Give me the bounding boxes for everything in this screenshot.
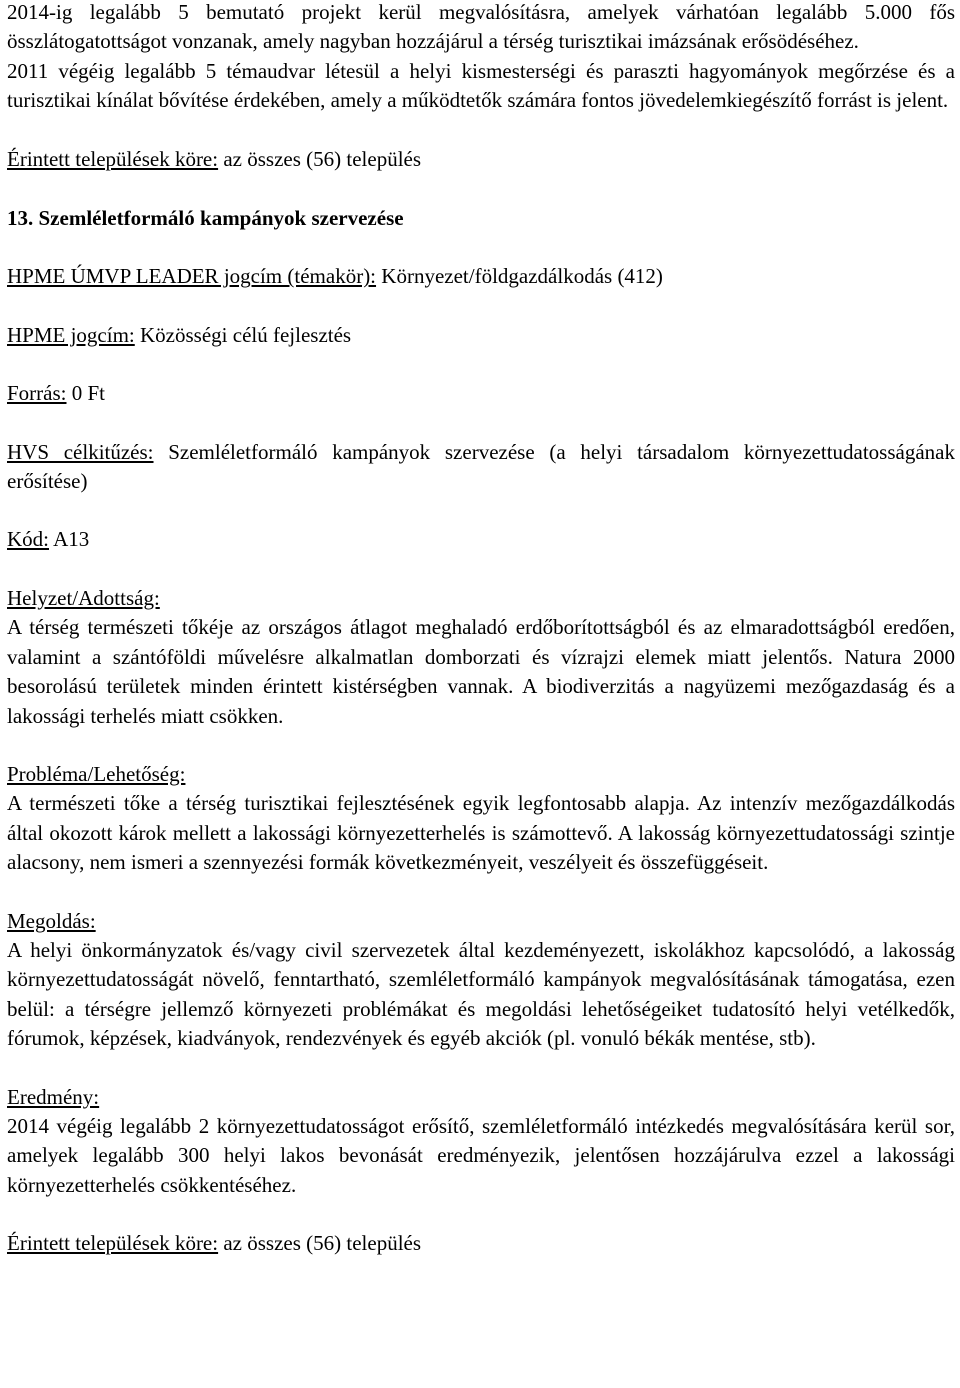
solution-label: Megoldás: (7, 908, 96, 933)
code (7, 525, 955, 554)
problem-label: Probléma/Lehetőség: (7, 761, 186, 786)
source-label: Forrás: (7, 381, 67, 406)
intro-affected-value: az összes (56) település (218, 146, 422, 171)
code-label: Kód: (7, 527, 49, 552)
hpme-value: Közösségi célú fejlesztés (134, 322, 352, 347)
section-heading (7, 204, 955, 233)
result-heading (7, 1083, 955, 1112)
problem-text: A természeti tőke a térség turisztikai fejlesztésének egyik legfontosabb alapja. Az intenzív mezőgazdálkodás által okozott károk mellett a lakossági környezetterhelés is számottevő. A lakosság környezettudatossági szintje alacsony, nem ismeri a szennyezési formák következményeit, veszélyeit és összefüggéseit. (7, 791, 955, 875)
intro-paragraph-1: 2014-ig legalább 5 bemutató projekt kerül megvalósításra, amelyek várhatóan legalább 5.000 fős összlátogatottságot vonzanak, amely nagyban hozzájárul a térség turisztikai imázsának erősödéséhez. (7, 0, 955, 54)
hvs-label: HVS célkitűzés: (7, 439, 154, 464)
solution-heading (7, 907, 955, 936)
intro-affected-settlements (7, 145, 955, 174)
hpme-label: HPME jogcím: (7, 322, 135, 347)
situation-heading (7, 584, 955, 613)
hpme-title (7, 321, 955, 350)
document-page (7, 0, 955, 1259)
section-number: 13. (7, 206, 39, 231)
hvs-value: Szemléletformáló kampányok szervezése (a helyi társadalom környezettudatosságának erősítése) (7, 439, 955, 494)
situation-text: A térség természeti tőkéje az országos átlagot meghaladó erdőborítottságból és az elmaradottságból eredően, valamint a szántóföldi művelésre alkalmatlan domborzati és vízrajzi elemek miatt jelentős. Natura 2000 besorolású területek minden érintett kistérségben vannak. A biodiverzitás a nagyüzemi mezőgazdaság és a lakossági terhelés miatt csökken. (7, 615, 955, 728)
funding-source (7, 379, 955, 408)
intro-affected-label: Érintett települések köre: (7, 146, 219, 171)
hvs-objective (7, 438, 955, 497)
intro-paragraph-2: 2011 végéig legalább 5 témaudvar létesül a helyi kismesterségi és paraszti hagyományok megőrzése és a turisztikai kínálat bővítése érdekében, amely a működtetők számára fontos jövedelemkiegészítő forrást is jelent. (7, 58, 955, 113)
leader-value: Környezet/földgazdálkodás (412) (376, 264, 663, 289)
solution-text: A helyi önkormányzatok és/vagy civil szervezetek által kezdeményezett, iskolákhoz kapcsolódó, a lakosság környezettudatosságát növelő, fenntartható, szemléletformáló kampányok megvalósításának támogatása, ezen belül: a térségre jellemző környezeti problémákat és megoldási lehetőségeiket tudatosító helyi vetélkedők, fórumok, képzések, kiadványok, rendezvények és egyéb akciók (pl. vonuló békák mentése, stb). (7, 937, 955, 1051)
section-affected-value: az összes (56) település (218, 1231, 422, 1256)
leader-topic (7, 262, 955, 291)
section-affected-settlements (7, 1229, 955, 1258)
code-value: A13 (49, 527, 90, 552)
section-affected-label: Érintett települések köre: (7, 1231, 219, 1256)
result-text: 2014 végéig legalább 2 környezettudatosságot erősítő, szemléletformáló intézkedés megvalósítására kerül sor, amelyek legalább 300 helyi lakos bevonását eredményezik, jelentősen hozzájárulva ezzel a lakossági környezetterhelés csökkentéséhez. (7, 1113, 955, 1197)
problem-heading (7, 760, 955, 789)
leader-label: HPME ÚMVP LEADER jogcím (témakör): (7, 264, 377, 289)
section-title: Szemléletformáló kampányok szervezése (38, 206, 404, 231)
source-value: 0 Ft (66, 381, 106, 406)
result-label: Eredmény: (7, 1084, 100, 1109)
situation-label: Helyzet/Adottság: (7, 585, 160, 610)
